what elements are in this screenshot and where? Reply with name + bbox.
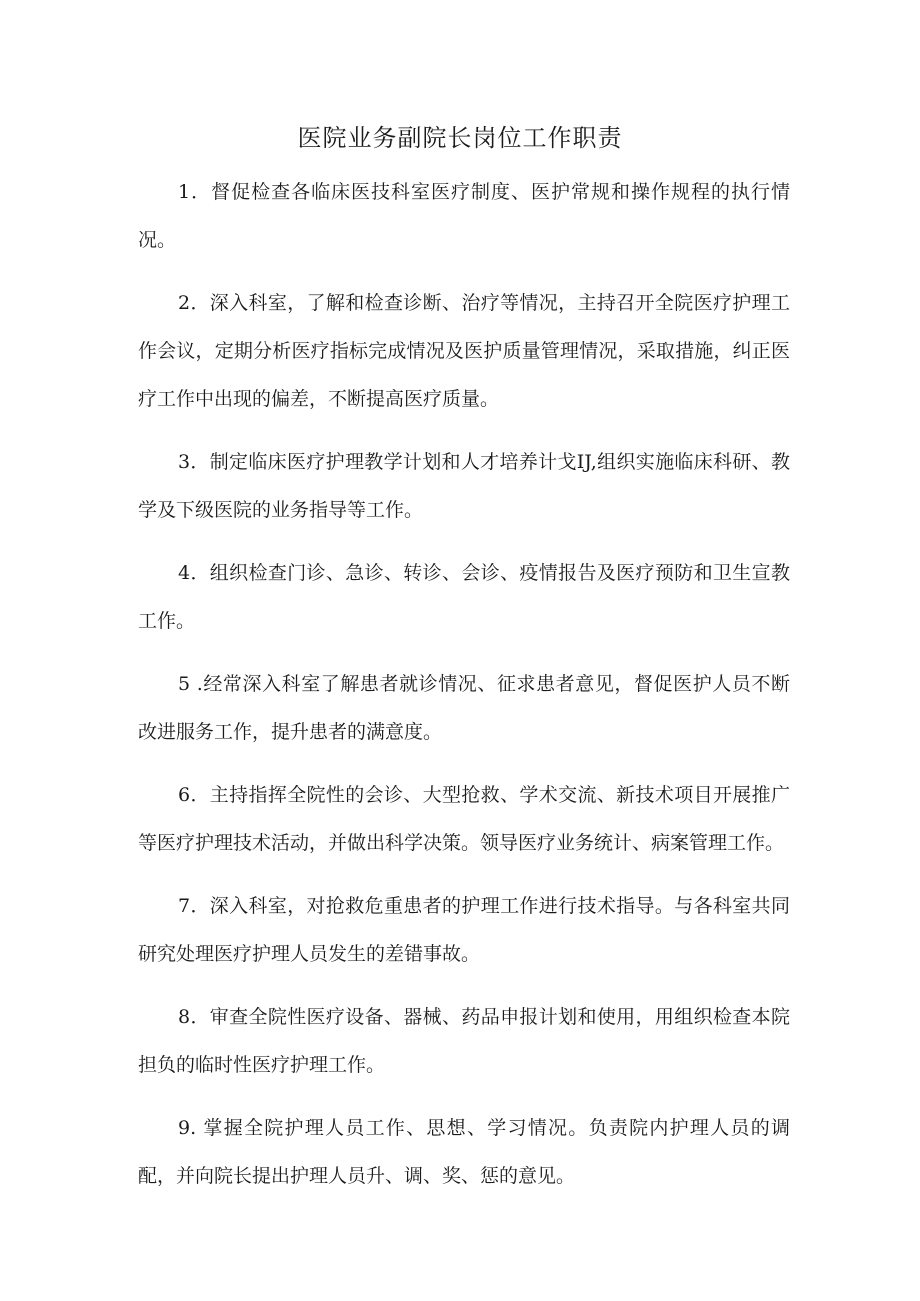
duty-item-5: 5 .经常深入科室了解患者就诊情况、征求患者意见，督促医护人员不断改进服务工作，提升患者的满意度。 — [138, 673, 790, 743]
duty-item-2: 2．深入科室，了解和检查诊断、治疗等情况，主持召开全院医疗护理工作会议，定期分析医疗指标完成情况及医护质量管理情况，采取措施，纠正医疗工作中出现的偏差，不断提高医疗质量。 — [138, 292, 790, 410]
duty-list — [138, 168, 790, 1215]
duty-item-9: 9. 掌握全院护理人员工作、思想、学习情况。负责院内护理人员的调配，并向院长提出护理人员升、调、奖、惩的意见。 — [138, 1117, 790, 1187]
duty-item-3: 3．制定临床医疗护理教学计划和人才培养计戈IJ,组织实施临床科研、教学及下级医院的业务指导等工作。 — [138, 451, 790, 521]
duty-item-4: 4．组织检查门诊、急诊、转诊、会诊、疫情报告及医疗预防和卫生宣教工作。 — [138, 562, 790, 632]
duty-item-6: 6．主持指挥全院性的会诊、大型抢救、学术交流、新技术项目开展推广等医疗护理技术活动，并做出科学决策。领导医疗业务统计、病案管理工作。 — [138, 784, 790, 854]
duty-item-1: 1．督促检查各临床医技科室医疗制度、医护常规和操作规程的执行情况。 — [138, 181, 790, 251]
duty-item-7: 7．深入科室，对抢救危重患者的护理工作进行技术指导。与各科室共同研究处理医疗护理人员发生的差错事故。 — [138, 895, 790, 965]
duty-item-8: 8．审查全院性医疗设备、器械、药品申报计划和使用，用组织检查本院担负的临时性医疗护理工作。 — [138, 1006, 790, 1076]
page-title: 医院业务副院长岗位工作职责 — [297, 124, 623, 152]
